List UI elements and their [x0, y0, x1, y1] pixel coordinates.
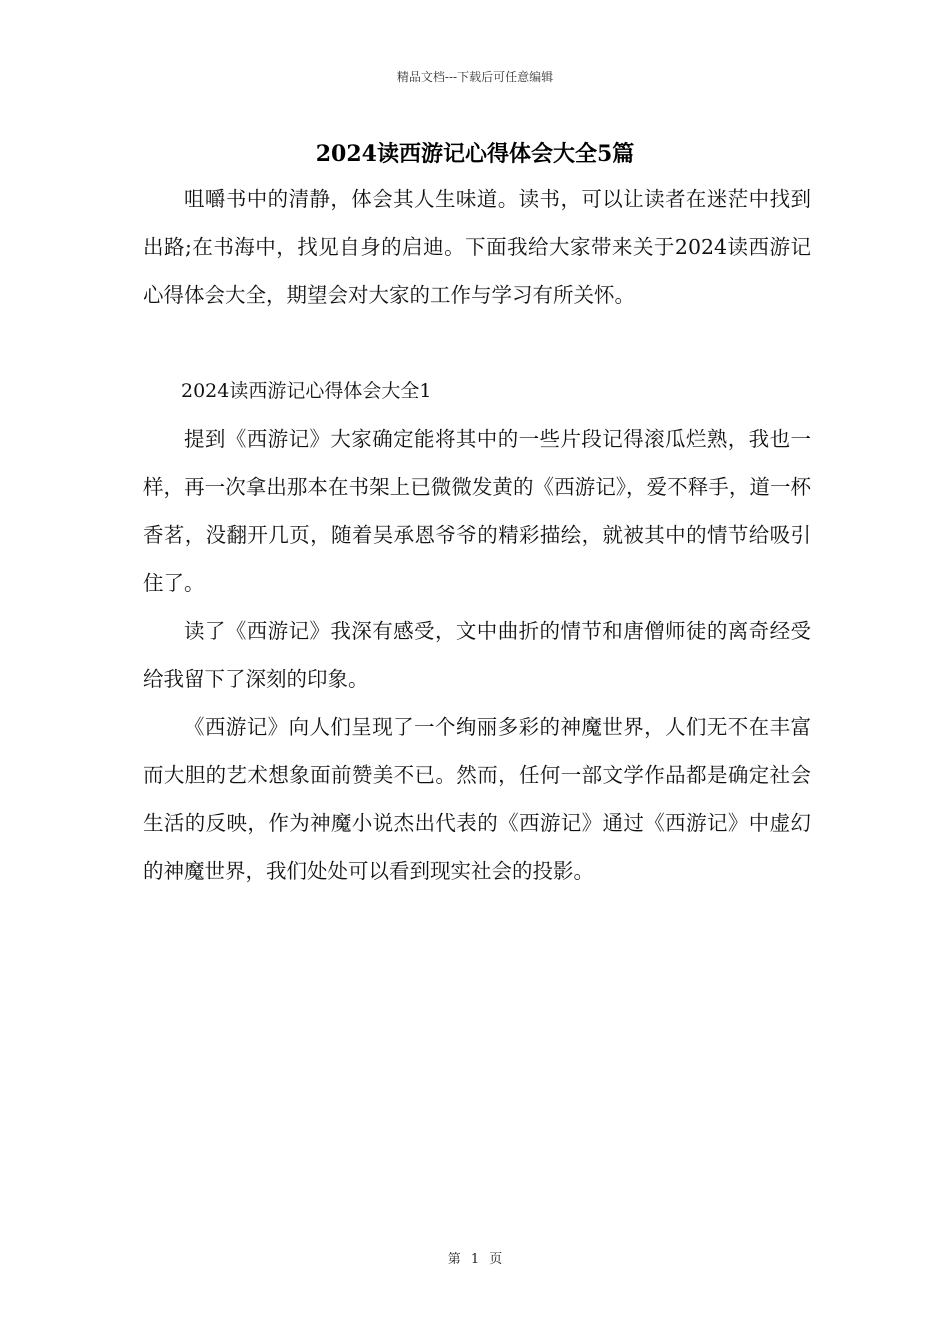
- header-note: 精品文档---下载后可任意编辑: [396, 70, 554, 84]
- body-paragraph-2: 读了《西游记》我深有感受，文中曲折的情节和唐僧师徒的离奇经受给我留下了深刻的印象。: [143, 619, 811, 691]
- page-number: 第 1 页: [447, 1252, 503, 1267]
- document-title: 2024读西游记心得体会大全5篇: [315, 141, 635, 167]
- document-body: [143, 175, 811, 895]
- intro-paragraph: 咀嚼书中的清静，体会其人生味道。读书，可以让读者在迷茫中找到出路;在书海中，找见自身的启迪。下面我给大家带来关于2024读西游记心得体会大全，期望会对大家的工作与学习有所关怀。: [143, 187, 811, 307]
- section-heading: 2024读西游记心得体会大全1: [181, 380, 432, 402]
- body-paragraph-1: 提到《西游记》大家确定能将其中的一些片段记得滚瓜烂熟，我也一样，再一次拿出那本在书架上已微微发黄的《西游记》，爱不释手，道一杯香茗，没翻开几页，随着吴承恩爷爷的精彩描绘，就被其中的情节给吸引住了。: [143, 427, 811, 595]
- body-paragraph-3: 《西游记》向人们呈现了一个绚丽多彩的神魔世界，人们无不在丰富而大胆的艺术想象面前赞美不已。然而，任何一部文学作品都是确定社会生活的反映，作为神魔小说杰出代表的《西游记》通过《西游记》中虚幻的神魔世界，我们处处可以看到现实社会的投影。: [143, 715, 811, 883]
